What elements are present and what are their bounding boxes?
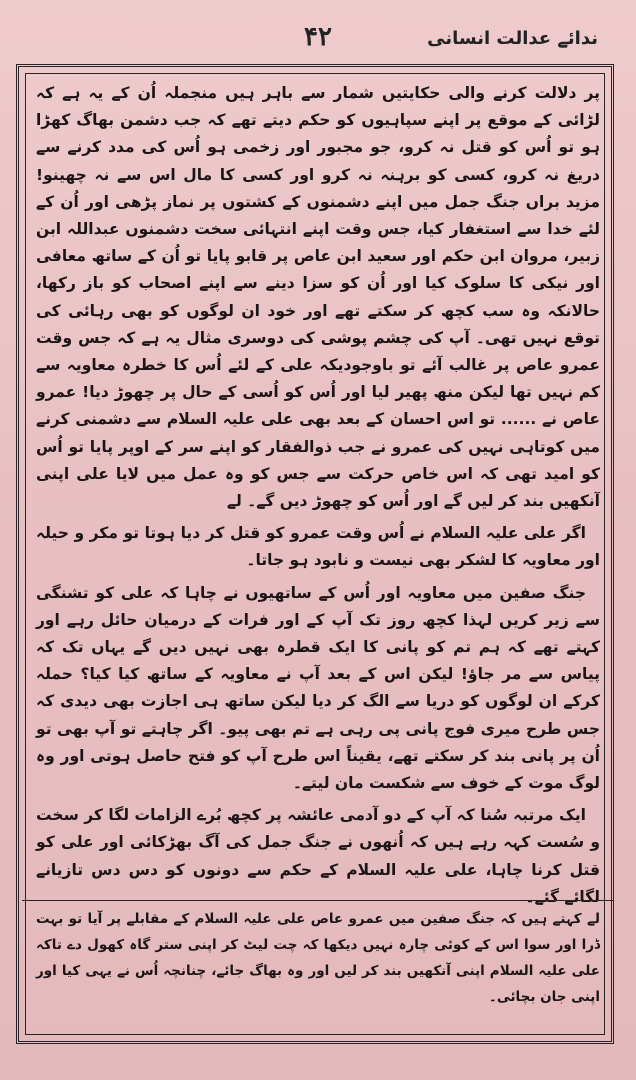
body-text <box>36 80 600 916</box>
paragraph: ایک مرتبہ سُنا کہ آپ کے دو آدمی عائشہ پر کچھ بُرے الزامات لگا کر سخت و سُست کہہ رہے ہیں کہ اُنھوں نے جنگ جمل کی آگ بھڑکائی اور علی کو قتل کرنا چاہا، علی علیہ السلام کے حکم سے دونوں کو دس دس تازیانے لگائے گئے۔ <box>36 806 600 906</box>
paragraph: اگر علی علیہ السلام نے اُس وقت عمرو کو قتل کر دیا ہوتا تو مکر و حیلہ اور معاویہ کا لشکر بھی نیست و نابود ہو جاتا۔ <box>36 524 600 570</box>
footnote <box>36 906 600 1010</box>
paragraph: جنگ صفین میں معاویہ اور اُس کے ساتھیوں نے چاہا کہ علی کو تشنگی سے زیر کریں لہذا کچھ روز تک آپ کے اور فرات کے درمیان حائل رہے اور کہتے تھے کہ ہم تم کو پانی کا ایک قطرہ بھی نہیں دیں گے یہاں تک کہ پیاس سے مر جاؤ! لیکن اس کے بعد آپ نے معاویہ کے ساتھ کیا کیا؟ حملہ کرکے ان لوگوں کو دریا سے الگ کر دیا لیکن ساتھ ہی اجازت بھی دیدی کہ جس طرح میری فوج پانی پی رہی ہے تم بھی پیو۔ اگر چاہتے تو آپ بھی تو اُن پر پانی بند کر سکتے تھے، یقیناً اس طرح آپ کو فتح حاصل ہوتی اور وہ لوگ موت کے خوف سے شکست مان لیتے۔ <box>36 583 600 793</box>
running-title: ندائے عدالت انسانی <box>427 28 598 49</box>
footnote-divider <box>22 900 614 901</box>
page-number: ۴۲ <box>304 22 332 52</box>
paragraph: پر دلالت کرنے والی حکایتیں شمار سے باہر ہیں منجملہ اُن کے یہ ہے کہ لڑائی کے موقع پر اپنے سپاہیوں کو حکم دیتے تھے کہ جب دشمن بھاگ کھڑا ہو تو اُس کو قتل نہ کرو، جو مجبور اور زخمی ہو اُس کی مدد کرنے سے دریغ نہ کرو، کسی کو برہنہ نہ کرو اور کسی کا مال اس سے نہ چھینو! مزید براں جنگ جمل میں اپنے دشمنوں کے کشتوں پر نماز پڑھی اور اُن کے لئے خدا سے استغفار کیا، جس وقت اپنے انتہائی سخت دشمنوں عبداللہ ابن زبیر، مروان ابن حکم اور سعید ابن عاص پر قابو پایا تو اُن کے ساتھ معافی اور نیکی کا سلوک کیا اور اُن کو سزا دینے سے اپنے اصحاب کو باز رکھا، حالانکہ وہ سب کچھ کر سکتے تھے اور خود ان لوگوں کو بھی رہائی کی توقع نہیں تھی۔ آپ کی چشم پوشی کی دوسری مثال یہ ہے کہ جس وقت عمرو عاص پر غالب آئے تو باوجودیکہ علی کے لئے اُس کا خطرہ معاویہ سے کم نہیں تھا لیکن منھ پھیر لیا اور اُس کو اُسی کے حال پر چھوڑ دیا! عمرو عاص نے ...... تو اس احسان کے بعد بھی علی علیہ السلام سے دشمنی کرنے میں کوتاہی نہیں کی عمرو نے جب ذوالفقار کو اپنے سر کے اوپر پایا تو اُس کو امید تھی کہ اس خاص حرکت سے جس کو وہ عمل میں لایا علی اپنی آنکھیں بند کر لیں گے اور اُس کو چھوڑ دیں گے۔ لے <box>36 84 600 511</box>
page-header <box>30 22 606 62</box>
footnote-text: لے کہتے ہیں کہ جنگ صفین میں عمرو عاص علی علیہ السلام کے مقابلے پر آیا تو بہت ڈرا اور سوا اس کے کوئی چارہ نہیں دیکھا کہ چت لیٹ کر اپنی ستر گاہ کھول دے تاکہ علی علیہ السلام اپنی آنکھیں بند کر لیں اور وہ بھاگ جائے، چنانچہ اُس نے یہی کیا اور اپنی جان بچائی۔ <box>36 911 600 1005</box>
